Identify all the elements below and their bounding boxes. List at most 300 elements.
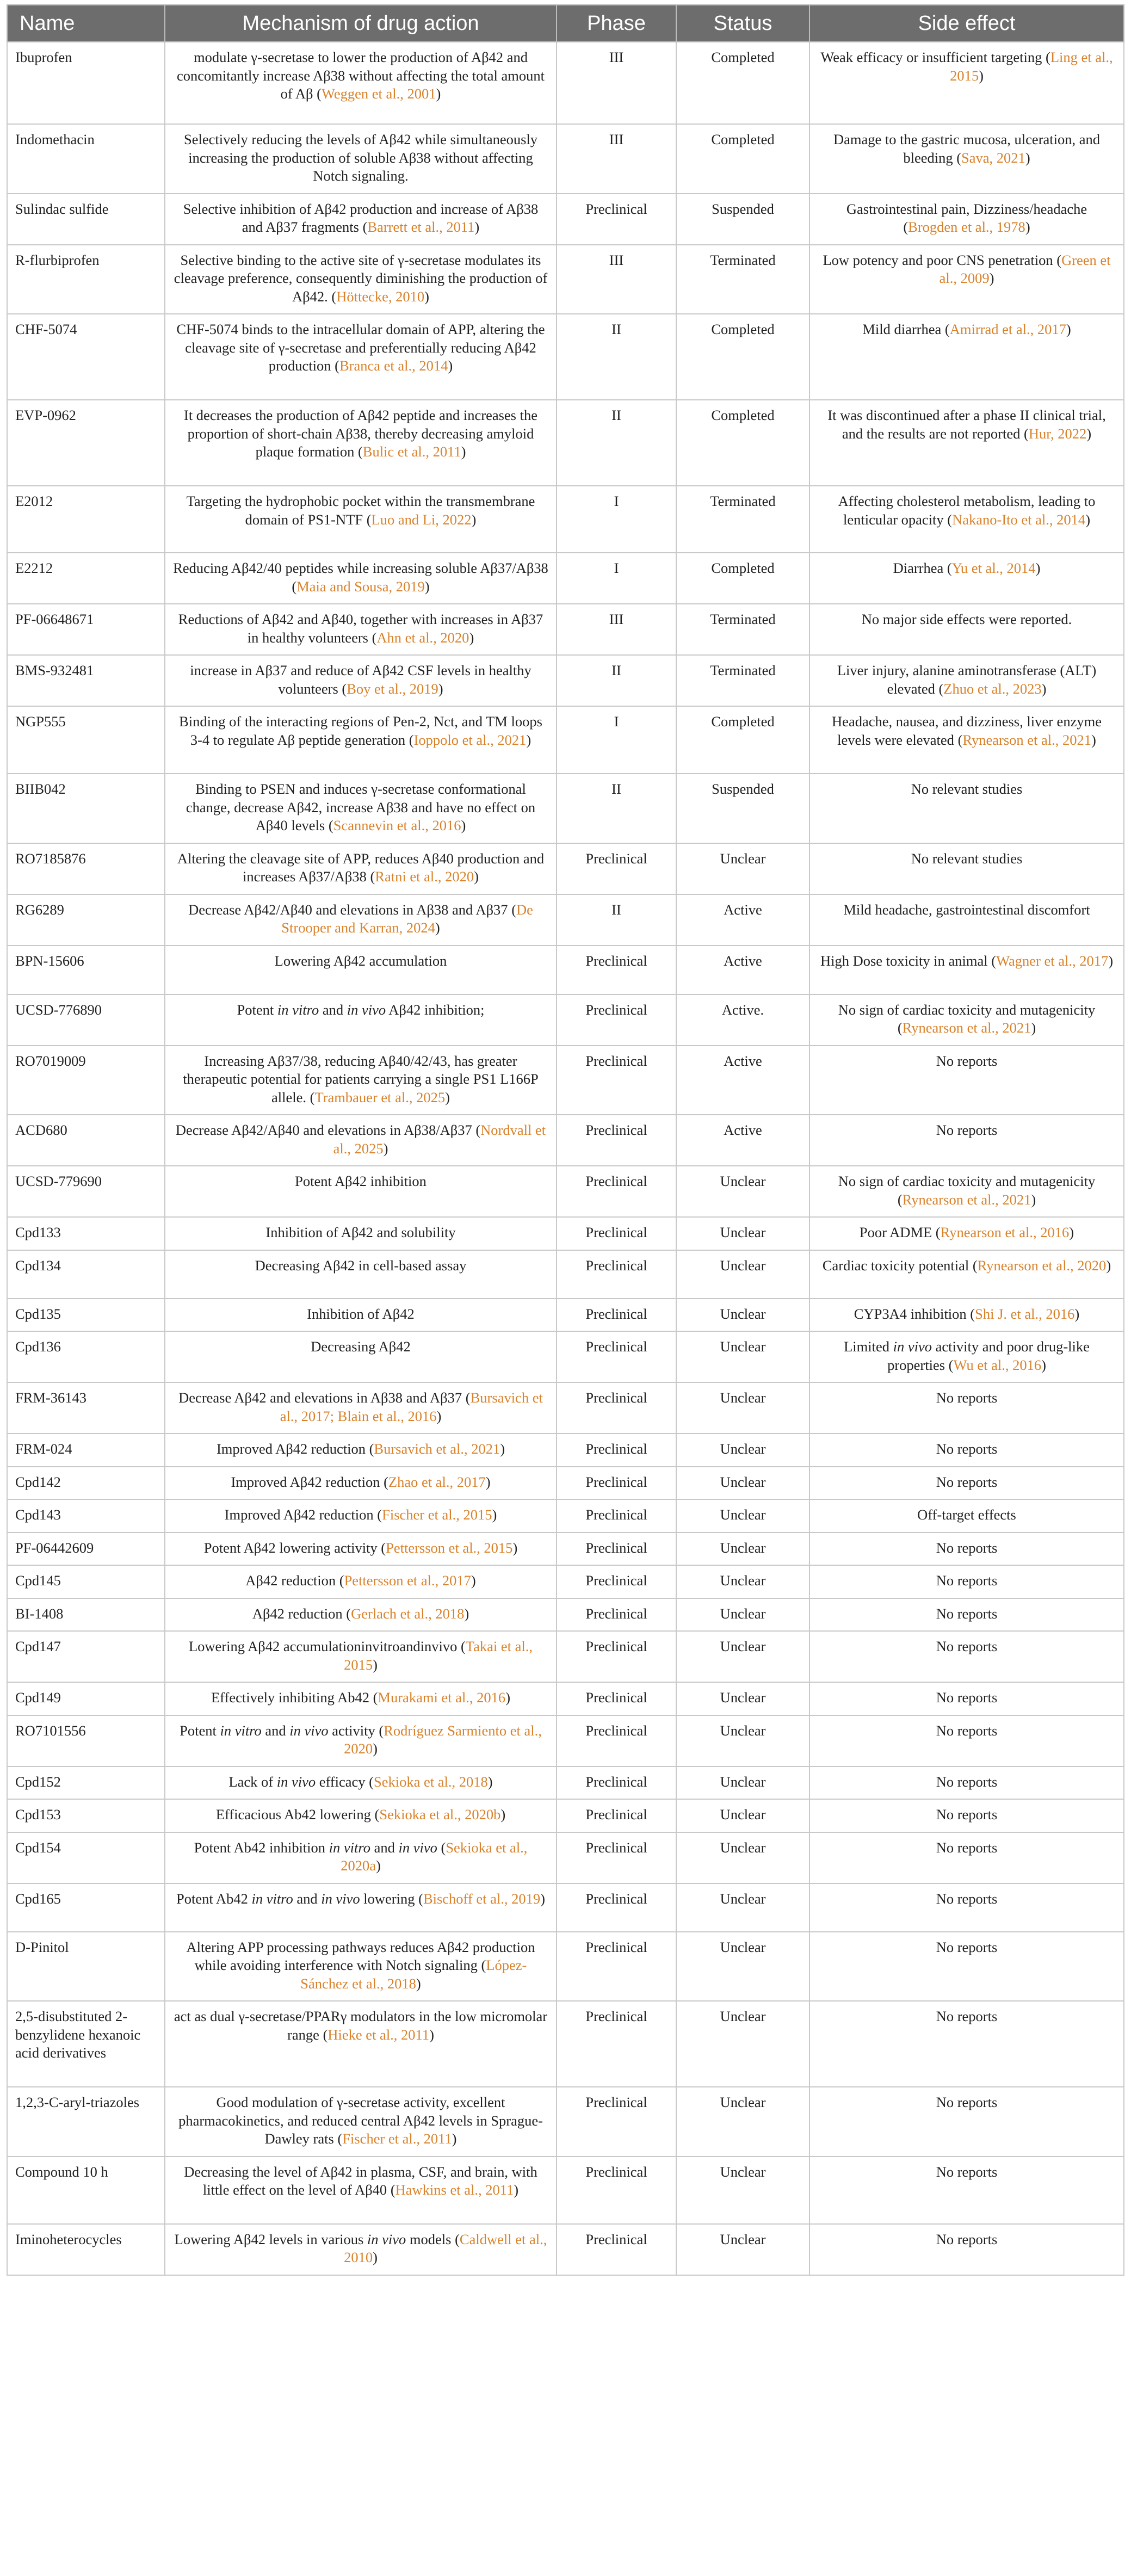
side-effect-cell [809, 1883, 1124, 1932]
mechanism-cell: Decrease Aβ42 and elevations in Aβ38 and Aβ37 (Bursavich et al., 2017; Blain et al., 2016) [165, 1382, 557, 1434]
mechanism-reference-link[interactable]: Gerlach et al., 2018 [351, 1605, 465, 1622]
status-cell: Terminated [676, 655, 809, 706]
mechanism-cell: Improved Aβ42 reduction (Zhao et al., 2017) [165, 1467, 557, 1500]
table-row [7, 124, 1124, 194]
mechanism-text-italic: in vitro [277, 1001, 319, 1018]
side-effect-reference-link[interactable]: Rynearson et al., 2021 [902, 1020, 1031, 1036]
status-cell: Unclear [676, 1565, 809, 1598]
side-effect-text: Headache, nausea, and dizziness, liver enzyme levels were elevated [832, 713, 1102, 748]
side-effect-cell: Weak efficacy or insufficient targeting (Ling et al., 2015) [809, 42, 1124, 124]
mechanism-cell: Aβ42 reduction (Pettersson et al., 2017) [165, 1565, 557, 1598]
mechanism-cell: Decreasing the level of Aβ42 in plasma, CSF, and brain, with little effect on the level of Aβ40 (Hawkins et al., 2011) [165, 2157, 557, 2224]
mechanism-text: Reducing Aβ42/40 peptides while increasing soluble Aβ37/Aβ38 [173, 560, 548, 576]
status-cell: Active [676, 1115, 809, 1166]
side-effect-cell [809, 1382, 1124, 1434]
table-row [7, 1217, 1124, 1250]
status-cell: Active [676, 1046, 809, 1115]
mechanism-text: Decreasing Aβ42 [311, 1338, 411, 1355]
side-effect-cell [809, 1565, 1124, 1598]
side-effect-cell [809, 1715, 1124, 1766]
drug-name-cell: Cpd154 [7, 1832, 165, 1883]
status-cell: Completed [676, 706, 809, 774]
table-row [7, 1434, 1124, 1467]
mechanism-cell: Selective binding to the active site of γ-secretase modulates its cleavage preference, consequently diminishing the production of Aβ42. (Höttecke, 2010) [165, 245, 557, 314]
side-effect-cell: Mild diarrhea (Amirrad et al., 2017) [809, 314, 1124, 400]
side-effect-text: No reports [936, 1938, 998, 1955]
mechanism-cell: It decreases the production of Aβ42 peptide and increases the proportion of short-chain Aβ38, thereby decreasing amyloid plaque formation (Bulic et al., 2011) [165, 400, 557, 486]
mechanism-text: Good modulation of γ-secretase activity, excellent pharmacokinetics, and reduced central Aβ42 levels in Sprague-Dawley rats [178, 2094, 543, 2147]
mechanism-cell: Binding to PSEN and induces γ-secretase conformational change, decrease Aβ42, increase Aβ38 and have no effect on Aβ40 levels (Scannevin et al., 2016) [165, 774, 557, 843]
mechanism-reference-link[interactable]: Maia and Sousa, 2019 [296, 578, 425, 595]
side-effect-text: No reports [936, 1473, 998, 1490]
phase-cell: I [557, 706, 676, 774]
phase-cell: Preclinical [557, 194, 676, 245]
side-effect-text: No sign of cardiac toxicity and mutagenicity [838, 1001, 1096, 1018]
status-cell: Terminated [676, 486, 809, 553]
mechanism-reference-link[interactable]: Hawkins et al., 2011 [395, 2182, 514, 2198]
side-effect-text: No relevant studies [911, 781, 1023, 797]
table-row [7, 655, 1124, 706]
side-effect-reference-link[interactable]: Ling et al., 2015 [950, 49, 1113, 84]
drug-name-cell: EVP-0962 [7, 400, 165, 486]
side-effect-reference-link[interactable]: Hur, 2022 [1028, 425, 1087, 442]
side-effect-reference-link[interactable]: Wagner et al., 2017 [996, 952, 1109, 969]
mechanism-cell: Improved Aβ42 reduction (Bursavich et al., 2021) [165, 1434, 557, 1467]
table-row [7, 2224, 1124, 2275]
mechanism-reference-link[interactable]: Weggen et al., 2001 [321, 85, 436, 102]
phase-cell: II [557, 314, 676, 400]
mechanism-text: Potent in vitro and in vivo activity [180, 1722, 375, 1739]
phase-cell: Preclinical [557, 994, 676, 1046]
phase-cell: Preclinical [557, 1565, 676, 1598]
mechanism-text: CHF-5074 binds to the intracellular domain of APP, altering the cleavage site of γ-secretase and preferentially reducing Aβ42 production [176, 321, 545, 374]
side-effect-text: Mild diarrhea [862, 321, 942, 337]
side-effect-text: Damage to the gastric mucosa, ulceration, and bleeding [833, 131, 1101, 166]
side-effect-cell [809, 1932, 1124, 2002]
mechanism-cell: act as dual γ-secretase/PPARγ modulators in the low micromolar range (Hieke et al., 2011) [165, 2001, 557, 2087]
mechanism-text-italic: in vivo [398, 1839, 437, 1856]
phase-cell: Preclinical [557, 1331, 676, 1382]
mechanism-text: Aβ42 reduction [245, 1572, 336, 1589]
mechanism-cell: Reducing Aβ42/40 peptides while increasing soluble Aβ37/Aβ38 (Maia and Sousa, 2019) [165, 553, 557, 604]
side-effect-reference-link[interactable]: Rynearson et al., 2021 [902, 1191, 1031, 1208]
phase-cell: Preclinical [557, 1832, 676, 1883]
mechanism-text-italic: in vivo [347, 1001, 386, 1018]
table-row [7, 486, 1124, 553]
table-row [7, 245, 1124, 314]
phase-cell: Preclinical [557, 1715, 676, 1766]
drug-name-cell: Cpd142 [7, 1467, 165, 1500]
mechanism-text: Potent Ab42 in vitro and in vivo lowering [176, 1890, 415, 1907]
drug-name-cell: FRM-36143 [7, 1382, 165, 1434]
phase-cell: III [557, 42, 676, 124]
mechanism-cell: Effectively inhibiting Ab42 (Murakami et al., 2016) [165, 1682, 557, 1715]
mechanism-text: Reductions of Aβ42 and Aβ40, together with increases in Aβ37 in healthy volunteers [178, 611, 543, 646]
phase-cell: Preclinical [557, 2001, 676, 2087]
mechanism-cell [165, 1166, 557, 1217]
mechanism-text: modulate γ-secretase to lower the production of Aβ42 and concomitantly increase Aβ38 without affecting the total amount of Aβ [176, 49, 545, 102]
side-effect-cell [809, 1499, 1124, 1533]
drug-name-cell: BIIB042 [7, 774, 165, 843]
mechanism-reference-link[interactable]: Fischer et al., 2015 [382, 1506, 492, 1523]
drug-name-cell: Indomethacin [7, 124, 165, 194]
side-effect-text: Poor ADME [859, 1224, 932, 1240]
drug-name-cell: Cpd136 [7, 1331, 165, 1382]
mechanism-reference-link[interactable]: De Strooper and Karran, 2024 [281, 901, 533, 936]
mechanism-reference-link[interactable]: Scannevin et al., 2016 [333, 817, 461, 833]
side-effect-cell [809, 1467, 1124, 1500]
side-effect-reference-link[interactable]: Green et al., 2009 [939, 251, 1111, 286]
phase-cell: Preclinical [557, 1631, 676, 1682]
side-effect-cell [809, 894, 1124, 946]
status-cell: Unclear [676, 1682, 809, 1715]
status-cell: Suspended [676, 774, 809, 843]
status-cell: Suspended [676, 194, 809, 245]
status-cell: Completed [676, 42, 809, 124]
mechanism-cell [165, 946, 557, 994]
side-effect-cell [809, 604, 1124, 655]
side-effect-text: No reports [936, 1441, 998, 1457]
mechanism-text: Selective binding to the active site of γ-secretase modulates its cleavage preference, consequently diminishing the production of Aβ42. [174, 251, 548, 305]
drug-name-cell: 2,5-disubstituted 2-benzylidene hexanoic acid derivatives [7, 2001, 165, 2087]
side-effect-cell: High Dose toxicity in animal (Wagner et al., 2017) [809, 946, 1124, 994]
header-phase: Phase [557, 5, 676, 42]
mechanism-cell: modulate γ-secretase to lower the production of Aβ42 and concomitantly increase Aβ38 without affecting the total amount of Aβ (Weggen et al., 2001) [165, 42, 557, 124]
mechanism-text: Binding of the interacting regions of Pen-2, Nct, and TM loops 3-4 to regulate Aβ peptide generation [179, 713, 542, 748]
mechanism-reference-link[interactable]: Takai et al., 2015 [344, 1638, 533, 1673]
side-effect-text: Weak efficacy or insufficient targeting [820, 49, 1042, 65]
drug-name-cell: CHF-5074 [7, 314, 165, 400]
phase-cell: Preclinical [557, 1682, 676, 1715]
mechanism-cell: Altering APP processing pathways reduces Aβ42 production while avoiding interference with Notch signaling (López-Sánchez et al., 2018) [165, 1932, 557, 2002]
mechanism-cell: Efficacious Ab42 lowering (Sekioka et al., 2020b) [165, 1799, 557, 1832]
mechanism-text: Decrease Aβ42/Aβ40 and elevations in Aβ38/Aβ37 [175, 1122, 472, 1138]
phase-cell: II [557, 400, 676, 486]
mechanism-text: Lowering Aβ42 accumulation [274, 952, 447, 969]
side-effect-text: No reports [936, 1689, 998, 1706]
table-row [7, 1766, 1124, 1800]
drug-name-cell: PF-06442609 [7, 1533, 165, 1566]
mechanism-cell: Targeting the hydrophobic pocket within the transmembrane domain of PS1-NTF (Luo and Li, 2022) [165, 486, 557, 553]
side-effect-text: Gastrointestinal pain, Dizziness/headache [846, 200, 1087, 217]
side-effect-text: No reports [936, 2094, 998, 2110]
mechanism-reference-link[interactable]: Nordvall et al., 2025 [333, 1122, 546, 1157]
table-body [7, 42, 1124, 2275]
drug-name-cell: PF-06648671 [7, 604, 165, 655]
mechanism-text: Increasing Aβ37/38, reducing Aβ40/42/43, has greater therapeutic potential for patients carrying a single PS1 L166P allele. [183, 1052, 539, 1105]
mechanism-cell: Decrease Aβ42/Aβ40 and elevations in Aβ38/Aβ37 (Nordvall et al., 2025) [165, 1115, 557, 1166]
mechanism-reference-link[interactable]: Bulic et al., 2011 [362, 443, 461, 460]
drug-name-cell: D-Pinitol [7, 1932, 165, 2002]
mechanism-cell: Potent in vitro and in vivo activity (Rodríguez Sarmiento et al., 2020) [165, 1715, 557, 1766]
status-cell: Unclear [676, 1331, 809, 1382]
drug-name-cell: BPN-15606 [7, 946, 165, 994]
status-cell: Unclear [676, 1499, 809, 1533]
drug-name-cell: Cpd133 [7, 1217, 165, 1250]
mechanism-reference-link[interactable]: Luo and Li, 2022 [371, 511, 472, 528]
mechanism-reference-link[interactable]: Zhao et al., 2017 [388, 1473, 486, 1490]
status-cell: Active. [676, 994, 809, 1046]
table-header [7, 5, 1124, 42]
status-cell: Unclear [676, 2087, 809, 2157]
drug-name-cell: BMS-932481 [7, 655, 165, 706]
mechanism-cell: Improved Aβ42 reduction (Fischer et al., 2015) [165, 1499, 557, 1533]
mechanism-text-italic: in vivo [276, 1773, 316, 1790]
mechanism-cell [165, 1250, 557, 1299]
side-effect-cell [809, 1046, 1124, 1115]
mechanism-cell: Lack of in vivo efficacy (Sekioka et al., 2018) [165, 1766, 557, 1800]
status-cell: Unclear [676, 1715, 809, 1766]
side-effect-text: No reports [936, 2008, 998, 2024]
mechanism-text: Potent Aβ42 lowering activity [203, 1539, 378, 1556]
side-effect-cell [809, 1598, 1124, 1632]
mechanism-text: Lowering Aβ42 levels in various in vivo models [174, 2231, 452, 2247]
side-effect-cell [809, 1115, 1124, 1166]
mechanism-text: act as dual γ-secretase/PPARγ modulators in the low micromolar range [174, 2008, 548, 2043]
drug-name-cell: UCSD-776890 [7, 994, 165, 1046]
table-row [7, 1166, 1124, 1217]
table-container [7, 4, 1123, 2276]
drug-name-cell: ACD680 [7, 1115, 165, 1166]
side-effect-text: Diarrhea [893, 560, 944, 576]
table-row [7, 894, 1124, 946]
table-row [7, 1682, 1124, 1715]
mechanism-cell [165, 124, 557, 194]
side-effect-cell [809, 1533, 1124, 1566]
phase-cell: Preclinical [557, 1499, 676, 1533]
side-effect-reference-link[interactable]: Nakano-Ito et al., 2014 [952, 511, 1086, 528]
drug-name-cell: Cpd143 [7, 1499, 165, 1533]
side-effect-cell: Low potency and poor CNS penetration (Green et al., 2009) [809, 245, 1124, 314]
side-effect-text: No reports [936, 1052, 998, 1069]
mechanism-cell [165, 1217, 557, 1250]
side-effect-cell: Affecting cholesterol metabolism, leading to lenticular opacity (Nakano-Ito et al., 2014) [809, 486, 1124, 553]
mechanism-cell: Reductions of Aβ42 and Aβ40, together with increases in Aβ37 in healthy volunteers (Ahn et al., 2020) [165, 604, 557, 655]
side-effect-cell [809, 2157, 1124, 2224]
mechanism-reference-link[interactable]: Pettersson et al., 2017 [344, 1572, 471, 1589]
side-effect-cell [809, 2001, 1124, 2087]
drug-name-cell: RG6289 [7, 894, 165, 946]
side-effect-cell: Headache, nausea, and dizziness, liver enzyme levels were elevated (Rynearson et al., 2021) [809, 706, 1124, 774]
side-effect-text: No reports [936, 1722, 998, 1739]
mechanism-reference-link[interactable]: Hieke et al., 2011 [327, 2026, 430, 2043]
table-row [7, 314, 1124, 400]
side-effect-cell: It was discontinued after a phase II clinical trial, and the results are not reported (Hur, 2022) [809, 400, 1124, 486]
side-effect-text: No reports [936, 1122, 998, 1138]
mechanism-cell: Binding of the interacting regions of Pen-2, Nct, and TM loops 3-4 to regulate Aβ peptide generation (Ioppolo et al., 2021) [165, 706, 557, 774]
table-row [7, 1250, 1124, 1299]
side-effect-reference-link[interactable]: Rynearson et al., 2016 [940, 1224, 1070, 1240]
status-cell: Unclear [676, 2224, 809, 2275]
drug-name-cell: UCSD-779690 [7, 1166, 165, 1217]
mechanism-reference-link[interactable]: Ioppolo et al., 2021 [413, 731, 527, 748]
mechanism-reference-link[interactable]: Fischer et al., 2011 [342, 2130, 452, 2147]
phase-cell: Preclinical [557, 1799, 676, 1832]
mechanism-reference-link[interactable]: Murakami et al., 2016 [378, 1689, 506, 1706]
table-row [7, 1565, 1124, 1598]
side-effect-reference-link[interactable]: Wu et al., 2016 [953, 1356, 1042, 1373]
side-effect-cell: No sign of cardiac toxicity and mutagenicity (Rynearson et al., 2021) [809, 994, 1124, 1046]
mechanism-text: Selective inhibition of Aβ42 production and increase of Aβ38 and Aβ37 fragments [183, 200, 539, 235]
side-effect-cell [809, 2224, 1124, 2275]
table-row [7, 194, 1124, 245]
mechanism-cell: Potent Aβ42 lowering activity (Pettersson et al., 2015) [165, 1533, 557, 1566]
mechanism-reference-link[interactable]: Branca et al., 2014 [339, 357, 448, 374]
table-row [7, 1299, 1124, 1332]
drug-name-cell: Cpd149 [7, 1682, 165, 1715]
table-row [7, 1932, 1124, 2002]
mechanism-reference-link[interactable]: Sekioka et al., 2020b [379, 1806, 501, 1823]
phase-cell: Preclinical [557, 1434, 676, 1467]
side-effect-text: Off-target effects [917, 1506, 1016, 1523]
side-effect-cell [809, 1766, 1124, 1800]
status-cell: Unclear [676, 1299, 809, 1332]
status-cell: Unclear [676, 1766, 809, 1800]
drug-name-cell: Cpd153 [7, 1799, 165, 1832]
side-effect-cell: Cardiac toxicity potential (Rynearson et al., 2020) [809, 1250, 1124, 1299]
mechanism-cell: Potent Ab42 inhibition in vitro and in vivo (Sekioka et al., 2020a) [165, 1832, 557, 1883]
table-row [7, 1467, 1124, 1500]
mechanism-text: Lowering Aβ42 accumulationinvitroandinvivo [188, 1638, 458, 1654]
status-cell: Unclear [676, 1217, 809, 1250]
mechanism-text: Decreasing the level of Aβ42 in plasma, CSF, and brain, with little effect on the level of Aβ40 [184, 2163, 537, 2198]
side-effect-reference-link[interactable]: Zhuo et al., 2023 [943, 680, 1042, 697]
side-effect-cell [809, 843, 1124, 894]
side-effect-text: Cardiac toxicity potential [822, 1257, 969, 1274]
table-row [7, 1499, 1124, 1533]
table-row [7, 1382, 1124, 1434]
phase-cell: III [557, 245, 676, 314]
drug-name-cell: NGP555 [7, 706, 165, 774]
mechanism-reference-link[interactable]: Bischoff et al., 2019 [423, 1890, 541, 1907]
mechanism-text: Improved Aβ42 reduction [224, 1506, 374, 1523]
mechanism-cell [165, 994, 557, 1046]
side-effect-text-italic: in vivo [893, 1338, 932, 1355]
side-effect-text: Mild headache, gastrointestinal discomfort [843, 901, 1090, 918]
mechanism-text: Improved Aβ42 reduction [216, 1441, 366, 1457]
header-mechanism: Mechanism of drug action [165, 5, 557, 42]
status-cell: Unclear [676, 843, 809, 894]
phase-cell: Preclinical [557, 1883, 676, 1932]
phase-cell: Preclinical [557, 1217, 676, 1250]
side-effect-reference-link[interactable]: Amirrad et al., 2017 [949, 321, 1066, 337]
side-effect-reference-link[interactable]: Shi J. et al., 2016 [975, 1305, 1075, 1322]
mechanism-cell: Aβ42 reduction (Gerlach et al., 2018) [165, 1598, 557, 1632]
side-effect-text: No reports [936, 1572, 998, 1589]
table-row [7, 1631, 1124, 1682]
table-row [7, 1799, 1124, 1832]
mechanism-cell: Decrease Aβ42/Aβ40 and elevations in Aβ38 and Aβ37 (De Strooper and Karran, 2024) [165, 894, 557, 946]
mechanism-reference-link[interactable]: Barrett et al., 2011 [367, 219, 475, 235]
mechanism-text: Decrease Aβ42 and elevations in Aβ38 and Aβ37 [178, 1389, 462, 1406]
mechanism-reference-link[interactable]: Sekioka et al., 2018 [374, 1773, 488, 1790]
mechanism-text: Potent Ab42 inhibition in vitro and in vivo [194, 1839, 437, 1856]
drug-name-cell: 1,2,3-C-aryl-triazoles [7, 2087, 165, 2157]
drug-name-cell: Compound 10 h [7, 2157, 165, 2224]
mechanism-text: Altering APP processing pathways reduces Aβ42 production while avoiding interference with Notch signaling [186, 1938, 535, 1973]
drug-name-cell: E2212 [7, 553, 165, 604]
phase-cell: Preclinical [557, 1299, 676, 1332]
table-row [7, 1533, 1124, 1566]
status-cell: Unclear [676, 1883, 809, 1932]
mechanism-reference-link[interactable]: Pettersson et al., 2015 [386, 1539, 513, 1556]
phase-cell: Preclinical [557, 1533, 676, 1566]
side-effect-reference-link[interactable]: Sava, 2021 [961, 149, 1025, 166]
status-cell: Unclear [676, 1467, 809, 1500]
mechanism-reference-link[interactable]: Bursavich et al., 2021 [374, 1441, 500, 1457]
side-effect-cell: Damage to the gastric mucosa, ulceration, and bleeding (Sava, 2021) [809, 124, 1124, 194]
side-effect-reference-link[interactable]: Rynearson et al., 2020 [977, 1257, 1107, 1274]
side-effect-text: No reports [936, 1890, 998, 1907]
side-effect-text: Liver injury, alanine aminotransferase (ALT) elevated [837, 662, 1097, 697]
side-effect-text: No sign of cardiac toxicity and mutagenicity [838, 1173, 1096, 1189]
side-effect-text: No major side effects were reported. [861, 611, 1072, 627]
mechanism-reference-link[interactable]: Caldwell et al., 2010 [344, 2231, 547, 2265]
status-cell: Unclear [676, 1166, 809, 1217]
status-cell: Unclear [676, 1932, 809, 2002]
table-row [7, 42, 1124, 124]
mechanism-reference-link[interactable]: Ratni et al., 2020 [375, 868, 474, 885]
mechanism-reference-link[interactable]: Höttecke, 2010 [336, 288, 425, 305]
phase-cell: Preclinical [557, 843, 676, 894]
status-cell: Unclear [676, 1434, 809, 1467]
side-effect-reference-link[interactable]: Brogden et al., 1978 [908, 219, 1025, 235]
drug-name-cell: Cpd165 [7, 1883, 165, 1932]
mechanism-reference-link[interactable]: Trambauer et al., 2025 [314, 1089, 446, 1105]
mechanism-reference-link[interactable]: Rodríguez Sarmiento et al., 2020 [344, 1722, 542, 1757]
mechanism-text: It decreases the production of Aβ42 peptide and increases the proportion of short-chain Aβ38, thereby decreasing amyloid plaque formation [184, 407, 537, 460]
phase-cell: Preclinical [557, 1382, 676, 1434]
side-effect-reference-link[interactable]: Rynearson et al., 2021 [962, 731, 1092, 748]
mechanism-cell: Selective inhibition of Aβ42 production and increase of Aβ38 and Aβ37 fragments (Barrett et al., 2011) [165, 194, 557, 245]
mechanism-reference-link[interactable]: Bursavich et al., 2017; Blain et al., 2016 [280, 1389, 543, 1424]
side-effect-cell: No sign of cardiac toxicity and mutagenicity (Rynearson et al., 2021) [809, 1166, 1124, 1217]
mechanism-cell: Lowering Aβ42 accumulationinvitroandinvivo (Takai et al., 2015) [165, 1631, 557, 1682]
status-cell: Unclear [676, 1799, 809, 1832]
mechanism-reference-link[interactable]: López-Sánchez et al., 2018 [300, 1957, 527, 1992]
side-effect-cell: Poor ADME (Rynearson et al., 2016) [809, 1217, 1124, 1250]
side-effect-cell [809, 1832, 1124, 1883]
mechanism-cell: Increasing Aβ37/38, reducing Aβ40/42/43, has greater therapeutic potential for patients carrying a single PS1 L166P allele. (Trambauer et al., 2025) [165, 1046, 557, 1115]
phase-cell: Preclinical [557, 1046, 676, 1115]
drug-name-cell: Cpd135 [7, 1299, 165, 1332]
side-effect-text: No reports [936, 2163, 998, 2180]
phase-cell: Preclinical [557, 1250, 676, 1299]
side-effect-cell: Limited in vivo activity and poor drug-like properties (Wu et al., 2016) [809, 1331, 1124, 1382]
mechanism-text: Decrease Aβ42/Aβ40 and elevations in Aβ38 and Aβ37 [188, 901, 508, 918]
mechanism-text-italic: in vivo [367, 2231, 406, 2247]
status-cell: Unclear [676, 1382, 809, 1434]
side-effect-text: No reports [936, 1638, 998, 1654]
drug-name-cell: FRM-024 [7, 1434, 165, 1467]
status-cell: Terminated [676, 604, 809, 655]
side-effect-text: Limited in vivo activity and poor drug-like properties [844, 1338, 1090, 1373]
side-effect-text: Affecting cholesterol metabolism, leading to lenticular opacity [838, 493, 1096, 528]
mechanism-reference-link[interactable]: Sekioka et al., 2020a [341, 1839, 528, 1874]
side-effect-text: No reports [936, 1773, 998, 1790]
status-cell: Unclear [676, 1598, 809, 1632]
side-effect-text: No relevant studies [911, 850, 1023, 867]
side-effect-reference-link[interactable]: Yu et al., 2014 [951, 560, 1036, 576]
mechanism-reference-link[interactable]: Ahn et al., 2020 [376, 629, 469, 646]
phase-cell: II [557, 655, 676, 706]
mechanism-text: Inhibition of Aβ42 and solubility [265, 1224, 456, 1240]
status-cell: Unclear [676, 1533, 809, 1566]
mechanism-reference-link[interactable]: Boy et al., 2019 [347, 680, 438, 697]
status-cell: Unclear [676, 2001, 809, 2087]
status-cell: Completed [676, 553, 809, 604]
side-effect-cell [809, 774, 1124, 843]
